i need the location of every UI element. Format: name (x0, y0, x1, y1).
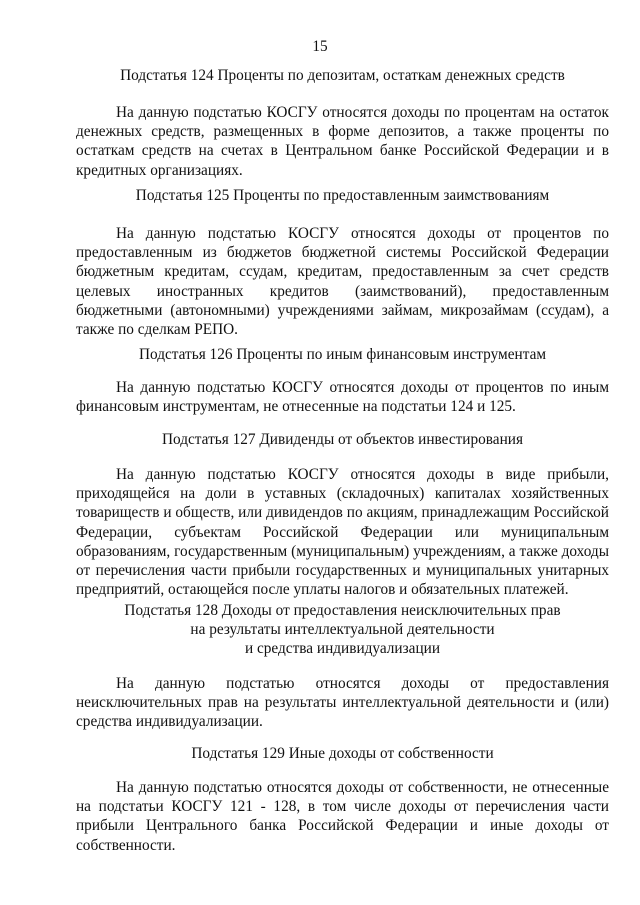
section-body-124: На данную подстатью КОСГУ относятся доходы по процентам на остаток денежных средств, размещенных в форме депозитов, а также проценты по остаткам средств на счетах в Центральном банке Российской Федерации и в кредитных организациях. (76, 104, 609, 179)
section-body-127: На данную подстатью КОСГУ относятся доходы в виде прибыли, приходящейся на доли в уставных (складочных) капиталах хозяйственных товариществ и обществ, или дивидендов по акциям, принадлежащим Российской Федерации, субъектам Российской Федерации или муниципальным образованиям, государственным (муниципальным) учреждениям, а также доходы от перечисления части прибыли государственных и муниципальных унитарных предприятий, остающейся после уплаты налогов и обязательных платежей. (76, 466, 609, 599)
section-heading-128-line-3: и средства индивидуализации (244, 640, 441, 657)
section-heading-124: Подстатья 124 Проценты по депозитам, остаткам денежных средств (120, 67, 565, 84)
section-heading-128-line-2: на результаты интеллектуальной деятельности (190, 621, 495, 638)
section-body-128: На данную подстатью относятся доходы от предоставления неисключительных прав на результаты интеллектуальной деятельности и (или) средства индивидуализации. (76, 675, 609, 731)
section-heading-125: Подстатья 125 Проценты по предоставленным заимствованиям (135, 187, 550, 204)
section-body-125: На данную подстатью КОСГУ относятся доходы от процентов по предоставленным из бюджетов бюджетной системы Российской Федерации бюджетным кредитам, ссудам, кредитам, предоставленным за счет средств целевых иностранных кредитов (заимствований), предоставленным бюджетными (автономными) учреждениями займам, микрозаймам (ссудам), а также по сделкам РЕПО. (76, 225, 609, 339)
section-heading-129: Подстатья 129 Иные доходы от собственности (191, 745, 494, 762)
section-body-129: На данную подстатью относятся доходы от собственности, не отнесенные на подстатьи КОСГУ 121 - 128, в том числе доходы от перечисления части прибыли Центрального банка Российской Федерации и иные доходы от собственности. (76, 779, 609, 854)
page-number: 15 (312, 38, 328, 55)
section-body-126: На данную подстатью КОСГУ относятся доходы от процентов по иным финансовым инструментам, не отнесенные на подстатьи 124 и 125. (76, 379, 609, 416)
section-heading-126: Подстатья 126 Проценты по иным финансовым инструментам (138, 346, 547, 363)
section-heading-127: Подстатья 127 Дивиденды от объектов инвестирования (161, 431, 524, 448)
section-heading-128-line-1: Подстатья 128 Доходы от предоставления неисключительных прав (124, 602, 561, 619)
